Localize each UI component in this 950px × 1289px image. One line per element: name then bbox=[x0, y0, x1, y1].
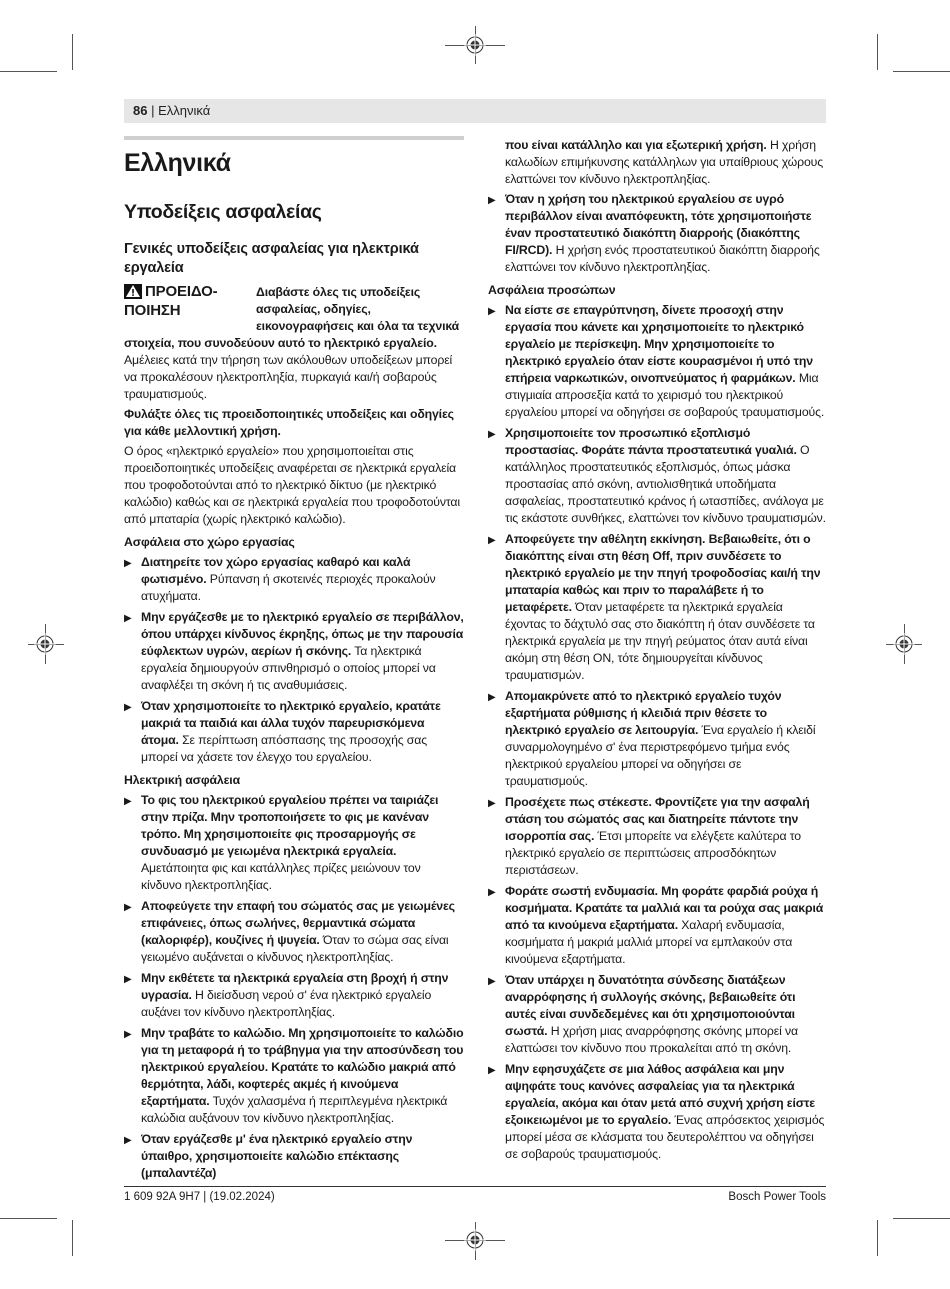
list-item bbox=[124, 554, 464, 605]
item-bold: Μην εφησυχάζετε σε μια λάθος ασφάλεια και μην αψηφάτε τους κανόνες ασφαλείας για τα ηλεκτρικά εργαλεία, ακόμα και όταν μετά από συχνή χρήση είστε εξοικειωμένοι με το εργαλείο. bbox=[505, 1062, 815, 1127]
list-item bbox=[124, 1131, 464, 1182]
right-column bbox=[488, 137, 826, 1167]
list-item bbox=[488, 191, 826, 276]
item-text: Όταν το σώμα σας είναι γειωμένο αυξάνεται ο κίνδυνος ηλεκτροπληξίας. bbox=[141, 933, 449, 964]
item-text: Η χρήση ενός προστατευτικού διακόπτη διαρροής ελαττώνει τον κίνδυνο ηλεκτροπληξίας. bbox=[505, 243, 820, 274]
section-rule bbox=[124, 136, 464, 140]
crop-mark bbox=[72, 1220, 73, 1256]
bullet-triangle-icon: ▶ bbox=[488, 1065, 496, 1076]
list-item bbox=[124, 1025, 464, 1127]
rcd-list bbox=[488, 191, 826, 276]
bullet-triangle-icon: ▶ bbox=[124, 974, 132, 985]
bullet-triangle-icon: ▶ bbox=[488, 692, 496, 703]
list-item bbox=[488, 883, 826, 968]
item-bold: Μην εκθέτετε τα ηλεκτρικά εργαλεία στη βροχή ή στην υγρασία. bbox=[141, 971, 449, 1002]
personal-list bbox=[488, 302, 826, 1163]
crop-mark bbox=[877, 34, 878, 70]
bullet-triangle-icon: ▶ bbox=[488, 306, 496, 317]
item-text: Ρύπανση ή σκοτεινές περιοχές προκαλούν ατυχήματα. bbox=[141, 572, 436, 603]
list-item bbox=[488, 972, 826, 1057]
list-item bbox=[488, 794, 826, 879]
warning-bold-text: Διαβάστε όλες τις υποδείξεις ασφαλείας, οδηγίες, εικονογραφήσεις και όλα τα τεχνικά στοιχεία, που συνοδεύουν αυτό το ηλεκτρικό εργαλείο. bbox=[124, 285, 460, 350]
item-bold: Να είστε σε επαγρύπνηση, δίνετε προσοχή στην εργασία που κάνετε και χρησιμοποιείτε το ηλεκτρικό εργαλείο με περίσκεψη. Μην χρησιμοποιείτε το ηλεκτρικό εργαλείο όταν είστε κουρασμένοι ή υπό την επήρεια ναρκωτικών, οινοπνεύματος ή φαρμάκων. bbox=[505, 303, 813, 385]
page-header: 86 | Ελληνικά bbox=[133, 103, 211, 118]
bullet-triangle-icon: ▶ bbox=[124, 796, 132, 807]
item-text: Όταν μεταφέρετε τα ηλεκτρικά εργαλεία έχοντας το δάχτυλό σας στο διακόπτη ή όταν συνδέσετε τα ηλεκτρικά εργαλεία με την πηγή ρεύματος όταν αυτά είναι ακόμη στη θέση ON, τότε δημιουργείται κίνδυνος τραυματισμών. bbox=[505, 600, 815, 682]
bullet-triangle-icon: ▶ bbox=[124, 1135, 132, 1146]
item-bold: Χρησιμοποιείτε τον προσωπικό εξοπλισμό προστασίας. Φοράτε πάντα προστατευτικά γυαλιά. bbox=[505, 426, 797, 457]
crop-mark bbox=[0, 1218, 57, 1219]
list-item bbox=[488, 688, 826, 790]
warning-label bbox=[124, 284, 250, 320]
crop-mark bbox=[877, 1220, 878, 1256]
list-item bbox=[124, 792, 464, 894]
crop-mark bbox=[893, 71, 950, 72]
crop-mark bbox=[893, 1218, 950, 1219]
keep-instructions-note: Φυλάξτε όλες τις προειδοποιητικές υποδείξεις και οδηγίες για κάθε μελλοντική χρήση. bbox=[124, 407, 454, 438]
document-code: 1 609 92A 9H7 | (19.02.2024) bbox=[124, 1191, 275, 1203]
continuation-bold: που είναι κατάλληλο και για εξωτερική χρήση. bbox=[505, 138, 767, 152]
item-bold: Φοράτε σωστή ενδυμασία. Μη φοράτε φαρδιά ρούχα ή κοσμήματα. Κρατάτε τα μαλλιά και τα ρούχα σας μακριά από τα κινούμενα εξαρτήματα. bbox=[505, 884, 824, 932]
crop-mark bbox=[72, 34, 73, 70]
list-item bbox=[488, 425, 826, 527]
registration-mark-icon bbox=[464, 34, 486, 56]
item-bold: Προσέχετε πως στέκεστε. Φροντίζετε για την ασφαλή στάση του σώματός σας και διατηρείτε πάντοτε την ισορροπία σας. bbox=[505, 795, 810, 843]
list-item bbox=[124, 609, 464, 694]
continuation-normal: Η χρήση καλωδίων επιμήκυνσης κατάλληλων για υπαίθριους χώρους ελαττώνει τον κίνδυνο ηλεκτροπληξίας. bbox=[505, 138, 824, 186]
list-item bbox=[124, 970, 464, 1021]
page-number: 86 bbox=[133, 103, 148, 118]
item-text: Έτσι μπορείτε να ελέγξετε καλύτερα το ηλεκτρικό εργαλείο σε περιπτώσεις απροσδόκητων περιστάσεων. bbox=[505, 829, 801, 877]
safety-subtitle: Υποδείξεις ασφαλείας bbox=[124, 201, 322, 223]
bullet-triangle-icon: ▶ bbox=[124, 902, 132, 913]
bullet-triangle-icon: ▶ bbox=[488, 535, 496, 546]
list-item bbox=[488, 302, 826, 421]
warning-normal-text: Αμέλειες κατά την τήρηση των ακόλουθων υποδείξεων μπορεί να προκαλέσουν ηλεκτροπληξία, πυρκαγιά και/ή σοβαρούς τραυματισμούς. bbox=[124, 353, 453, 401]
bullet-triangle-icon: ▶ bbox=[124, 1029, 132, 1040]
footer-brand: Bosch Power Tools bbox=[728, 1191, 826, 1203]
item-text: Αμετάποιητα φις και κατάλληλες πρίζες μειώνουν τον κίνδυνο ηλεκτροπληξίας. bbox=[141, 861, 421, 892]
bullet-triangle-icon: ▶ bbox=[488, 798, 496, 809]
list-item bbox=[488, 531, 826, 684]
item-bold: Διατηρείτε τον χώρο εργασίας καθαρό και καλά φωτισμένο. bbox=[141, 555, 411, 586]
bullet-triangle-icon: ▶ bbox=[124, 558, 132, 569]
term-definition: Ο όρος «ηλεκτρικό εργαλείο» που χρησιμοποιείται στις προειδοποιητικές υποδείξεις αναφέρεται σε ηλεκτρικά εργαλεία που τροφοδοτούνται από το ηλεκτρικό δίκτυο (με ηλεκτρικό καλώδιο) καθώς και σε ηλεκτρικά εργαλεία που τροφοδοτούνται από μπαταρία (χωρίς ηλεκτρικό καλώδιο). bbox=[124, 444, 460, 526]
warning-block bbox=[124, 284, 464, 406]
bullet-triangle-icon: ▶ bbox=[488, 887, 496, 898]
warning-triangle-icon bbox=[124, 284, 142, 299]
item-text: Τυχόν χαλασμένα ή περιπλεγμένα ηλεκτρικά καλώδια αυξάνουν τον κίνδυνο ηλεκτροπληξίας. bbox=[141, 1094, 448, 1125]
general-safety-heading: Γενικές υποδείξεις ασφαλείας για ηλεκτρικά εργαλεία bbox=[124, 241, 419, 276]
warning-label-text: ΠΡΟΕΙΔΟ-ΠΟΙΗΣΗ bbox=[124, 284, 218, 319]
item-bold: Μην τραβάτε το καλώδιο. Μη χρησιμοποιείτε το καλώδιο για τη μεταφορά ή το τράβηγμα για την αποσύνδεση του ηλεκτρικού εργαλείου. Κρατάτε το καλώδιο μακριά από θερμότητα, λάδι, κοφτερές ακμές ή κινούμενα εξαρτήματα. bbox=[141, 1026, 464, 1108]
footer-rule bbox=[124, 1186, 826, 1187]
bullet-triangle-icon: ▶ bbox=[488, 976, 496, 987]
item-text: Σε περίπτωση απόσπασης της προσοχής σας μπορεί να χάσετε τον έλεγχο του εργαλείου. bbox=[141, 733, 427, 764]
workplace-list bbox=[124, 554, 464, 766]
electrical-list bbox=[124, 792, 464, 1182]
registration-mark-icon bbox=[464, 1229, 486, 1251]
item-bold: Όταν εργάζεσθε μ' ένα ηλεκτρικό εργαλείο στην ύπαιθρο, χρησιμοποιείτε καλώδιο επέκτασης (μπαλαντέζα) bbox=[141, 1132, 413, 1180]
item-bold: Μην εργάζεσθε με το ηλεκτρικό εργαλείο σε περιβάλλον, όπου υπάρχει κίνδυνος έκρηξης, όπως με την παρουσία εύφλεκτων υγρών, αερίων ή σκόνης. bbox=[141, 610, 464, 658]
personal-safety-heading: Ασφάλεια προσώπων bbox=[488, 283, 616, 297]
item-bold: Αποφεύγετε την επαφή του σώματός σας με γειωμένες επιφάνειες, όπως σωλήνες, θερμαντικά σώματα (καλοριφέρ), κουζίνες ή ψυγεία. bbox=[141, 899, 455, 947]
bullet-triangle-icon: ▶ bbox=[124, 613, 132, 624]
page-header-bar bbox=[124, 99, 826, 123]
bullet-triangle-icon: ▶ bbox=[124, 702, 132, 713]
item-bold: Όταν υπάρχει η δυνατότητα σύνδεσης διατάξεων αναρρόφησης ή συλλογής σκόνης, βεβαιωθείτε ότι αυτές είναι συνδεδεμένες και ότι χρησιμοποιούνται σωστά. bbox=[505, 973, 796, 1038]
item-bold: Όταν η χρήση του ηλεκτρικού εργαλείου σε υγρό περιβάλλον είναι αναπόφευκτη, τότε χρησιμοποιήστε έναν προστατευτικό διακόπτη διαρροής (διακόπτης FI/RCD). bbox=[505, 192, 812, 257]
item-bold: Το φις του ηλεκτρικού εργαλείου πρέπει να ταιριάζει στην πρίζα. Μην τροποποιήσετε το φις με κανέναν τρόπο. Μη χρησιμοποιείτε φις προσαρμογής σε συνδυασμό με γειωμένα ηλεκτρικά εργαλεία. bbox=[141, 793, 439, 858]
page-title: Ελληνικά bbox=[124, 149, 231, 177]
item-bold: Όταν χρησιμοποιείτε το ηλεκτρικό εργαλείο, κρατάτε μακριά τα παιδιά και άλλα τυχόν παρευρισκόμενα άτομα. bbox=[141, 699, 441, 747]
item-text: Τα ηλεκτρικά εργαλεία δημιουργούν σπινθηρισμό ο οποίος μπορεί να αναφλέξει τη σκόνη ή τις αναθυμιάσεις. bbox=[141, 644, 436, 692]
registration-mark-icon bbox=[34, 633, 56, 655]
item-bold: Αποφεύγετε την αθέλητη εκκίνηση. Βεβαιωθείτε, ότι ο διακόπτης είναι στη θέση Off, πριν συνδέσετε το ηλεκτρικό εργαλείο με την πηγή τροφοδοσίας και/ή την μπαταρία καθώς και πριν το παραλάβετε ή το μεταφέρετε. bbox=[505, 532, 821, 614]
registration-mark-icon bbox=[893, 633, 915, 655]
item-bold: Απομακρύνετε από το ηλεκτρικό εργαλείο τυχόν εξαρτήματα ρύθμισης ή κλειδιά πριν θέσετε το ηλεκτρικό εργαλείο σε λειτουργία. bbox=[505, 689, 782, 737]
list-item bbox=[488, 1061, 826, 1163]
item-text: Ένα εργαλείο ή κλειδί συναρμολογημένο σ' ένα περιστρεφόμενο τμήμα ενός ηλεκτρικού εργαλείου μπορεί να οδηγήσει σε τραυματισμούς. bbox=[505, 723, 816, 788]
electrical-safety-heading: Ηλεκτρική ασφάλεια bbox=[124, 773, 240, 787]
bullet-triangle-icon: ▶ bbox=[488, 195, 496, 206]
crop-mark bbox=[0, 71, 57, 72]
workplace-safety-heading: Ασφάλεια στο χώρο εργασίας bbox=[124, 535, 295, 549]
item-text: Η διείσδυση νερού σ' ένα ηλεκτρικό εργαλείο αυξάνει τον κίνδυνο ηλεκτροπληξίας. bbox=[141, 988, 432, 1019]
list-item bbox=[124, 698, 464, 766]
left-column bbox=[124, 136, 464, 1186]
item-text: Μια στιγμιαία απροσεξία κατά το χειρισμό του ηλεκτρικού εργαλείου μπορεί να οδηγήσει σε σοβαρούς τραυματισμούς. bbox=[505, 371, 825, 419]
item-text: Ο κατάλληλος προστατευτικός εξοπλισμός, όπως μάσκα προστασίας από σκόνη, αντιολισθητικά υποδήματα ασφαλείας, προστατευτικό κράνος ή ωτασπίδες, ανάλογα με τις εκάστοτε συνθήκες, ελαττώνει τον κίνδυνο τραυματισμών. bbox=[505, 443, 826, 525]
bullet-triangle-icon: ▶ bbox=[488, 429, 496, 440]
item-text: Η χρήση μιας αναρρόφησης σκόνης μπορεί να ελαττώσει τον κίνδυνο που προκαλείται από τη σκόνη. bbox=[505, 1024, 798, 1055]
item-text: Ένας απρόσεκτος χειρισμός μπορεί μέσα σε κλάσματα του δευτερολέπτου να οδηγήσει σε σοβαρούς τραυματισμούς. bbox=[505, 1113, 825, 1161]
list-item bbox=[124, 898, 464, 966]
item-text: Χαλαρή ενδυμασία, κοσμήματα ή μακριά μαλλιά μπορεί να εμπλακούν στα κινούμενα εξαρτήματα. bbox=[505, 918, 793, 966]
header-language: Ελληνικά bbox=[158, 103, 211, 118]
continuation-text bbox=[488, 137, 826, 188]
